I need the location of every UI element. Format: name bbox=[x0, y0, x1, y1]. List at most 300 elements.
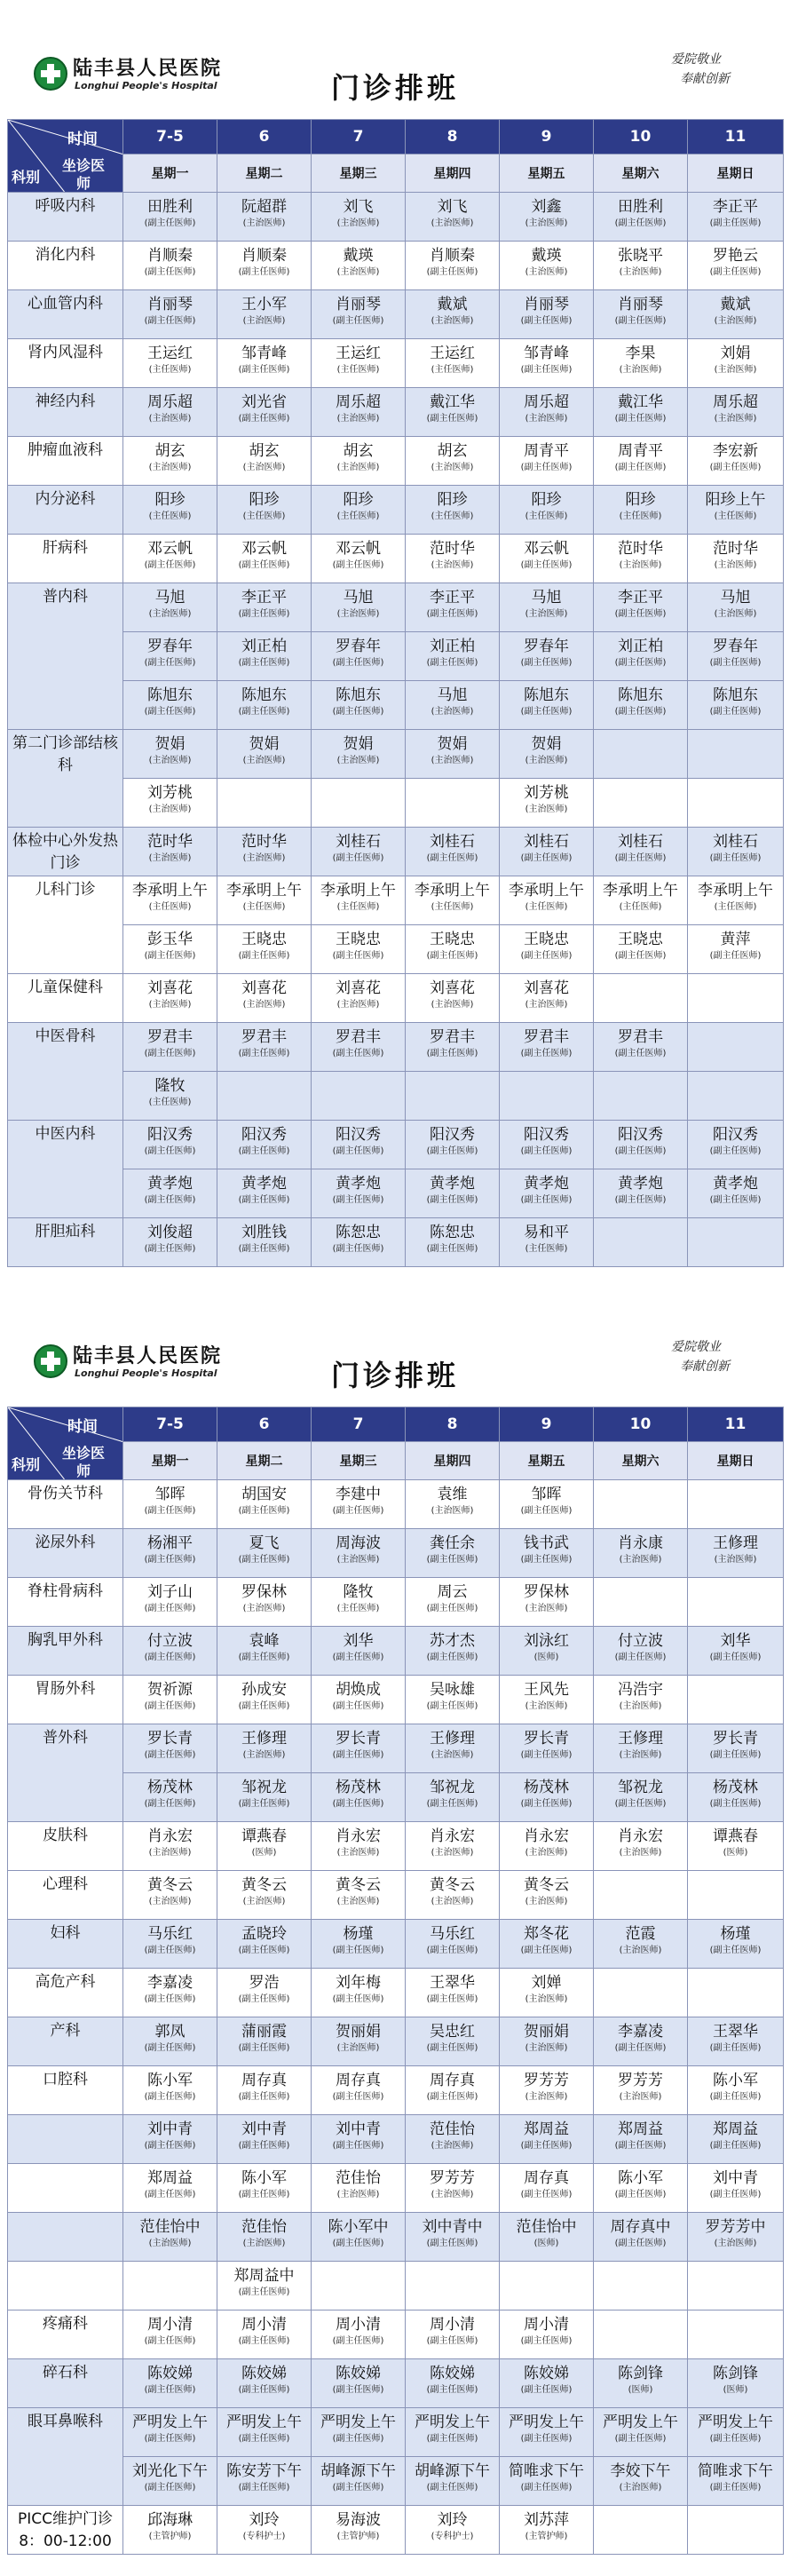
table-row bbox=[8, 632, 784, 681]
department-name: 肿瘤血液科 bbox=[8, 437, 123, 486]
doctor-title: (副主任医师) bbox=[426, 2092, 478, 2102]
doctor-name: 罗保林 bbox=[241, 1583, 287, 1601]
doctor-title: (副主任医师) bbox=[332, 1799, 384, 1809]
doctor-cell bbox=[217, 290, 312, 339]
doctor-name: 李承明上午 bbox=[320, 882, 396, 900]
table-row bbox=[8, 2115, 784, 2164]
doctor-title: (主治医师) bbox=[242, 1750, 286, 1760]
doctor-name: 刘胜钱 bbox=[241, 1224, 287, 1241]
doctor-title: (副主任医师) bbox=[238, 2043, 290, 2053]
doctor-name: 王修理 bbox=[241, 1730, 287, 1748]
doctor-name: 周乐超 bbox=[336, 393, 381, 411]
doctor-name: 田胜利 bbox=[618, 198, 663, 216]
doctor-name: 贺娟 bbox=[531, 735, 562, 753]
doctor-title: (副主任医师) bbox=[709, 707, 762, 717]
doctor-name: 胡峰源下午 bbox=[415, 2462, 490, 2480]
doctor-name: 刘桂石 bbox=[430, 833, 475, 851]
doctor-title: (主治医师) bbox=[336, 218, 380, 228]
doctor-cell bbox=[406, 974, 500, 1023]
doctor-cell bbox=[688, 437, 784, 486]
table-row bbox=[8, 388, 784, 437]
doctor-title: (主任医师) bbox=[148, 902, 192, 912]
doctor-title: (主治医师) bbox=[431, 1000, 474, 1010]
doctor-title: (副主任医师) bbox=[332, 853, 384, 863]
doctor-title: (副主任医师) bbox=[520, 1049, 573, 1058]
doctor-cell bbox=[217, 876, 312, 925]
doctor-name: 刘桂石 bbox=[336, 833, 381, 851]
doctor-name: 肖丽琴 bbox=[147, 296, 193, 313]
doctor-cell bbox=[500, 535, 594, 583]
doctor-name: 黄冬云 bbox=[524, 1876, 569, 1894]
doctor-title: (主治医师) bbox=[336, 1000, 380, 1010]
doctor-name: 范时华 bbox=[241, 833, 287, 851]
weekday-header: 星期一 bbox=[123, 1442, 217, 1480]
doctor-cell bbox=[123, 1920, 217, 1969]
doctor-cell bbox=[312, 242, 406, 290]
doctor-cell bbox=[594, 2164, 688, 2213]
doctor-name: 刘中青 bbox=[147, 2120, 193, 2138]
doctor-name: 孙成安 bbox=[241, 1681, 287, 1699]
weekday-header: 星期六 bbox=[594, 155, 688, 193]
doctor-title: (主治医师) bbox=[431, 756, 474, 765]
doctor-name: 周乐超 bbox=[713, 393, 758, 411]
doctor-title: (主任医师) bbox=[336, 365, 380, 375]
doctor-name: 阳汉秀 bbox=[336, 1126, 381, 1144]
doctor-title: (副主任医师) bbox=[238, 1244, 290, 1254]
doctor-name: 谭燕春 bbox=[241, 1827, 287, 1845]
doctor-name: 陈小军中 bbox=[328, 2218, 389, 2236]
doctor-title: (副主任医师) bbox=[144, 1555, 196, 1565]
doctor-cell bbox=[406, 1023, 500, 1072]
doctor-cell bbox=[500, 1920, 594, 1969]
doctor-name: 刘中青中 bbox=[422, 2218, 483, 2236]
doctor-name: 严明发上午 bbox=[509, 2414, 584, 2431]
doctor-name: 陈小军 bbox=[713, 2072, 758, 2089]
doctor-name: 李果 bbox=[625, 345, 656, 362]
doctor-title: (副主任医师) bbox=[426, 2043, 478, 2053]
doctor-title: (主治医师) bbox=[336, 756, 380, 765]
doctor-title: (主治医师) bbox=[242, 218, 286, 228]
doctor-title: (副主任医师) bbox=[144, 316, 196, 326]
table-row bbox=[8, 925, 784, 974]
table-row bbox=[8, 339, 784, 388]
department-name: 碎石科 bbox=[8, 2359, 123, 2408]
doctor-title: (副主任医师) bbox=[426, 1653, 478, 1662]
doctor-cell bbox=[594, 1072, 688, 1121]
doctor-title: (主治医师) bbox=[714, 2239, 757, 2248]
doctor-title: (主任医师) bbox=[431, 902, 474, 912]
doctor-cell bbox=[217, 2017, 312, 2066]
doctor-cell bbox=[500, 1773, 594, 1822]
doctor-title: (主治医师) bbox=[336, 609, 380, 619]
doctor-name: 陈旭东 bbox=[336, 686, 381, 704]
doctor-name: 黄孝炮 bbox=[241, 1175, 287, 1193]
doctor-cell bbox=[688, 193, 784, 242]
doctor-name: 冯浩宇 bbox=[618, 1681, 663, 1699]
doctor-title: (副主任医师) bbox=[238, 1506, 290, 1516]
doctor-name: 周小清 bbox=[147, 2316, 193, 2334]
doctor-cell bbox=[688, 2115, 784, 2164]
doctor-name: 李宏新 bbox=[713, 442, 758, 460]
doctor-cell bbox=[406, 2066, 500, 2115]
doctor-title: (副主任医师) bbox=[520, 951, 573, 961]
doctor-name: 阳珍 bbox=[625, 491, 656, 509]
doctor-name: 简唯求下午 bbox=[698, 2462, 773, 2480]
department-name: 高危产科 bbox=[8, 1969, 123, 2017]
weekday-header: 星期二 bbox=[217, 1442, 312, 1480]
doctor-cell bbox=[688, 730, 784, 779]
doctor-name: 肖顺秦 bbox=[241, 247, 287, 265]
doctor-cell bbox=[406, 1773, 500, 1822]
doctor-title: (副主任医师) bbox=[709, 267, 762, 277]
department-name: 儿科门诊 bbox=[8, 876, 123, 974]
table-row bbox=[8, 2506, 784, 2555]
doctor-cell bbox=[500, 1871, 594, 1920]
doctor-cell bbox=[500, 2310, 594, 2359]
doctor-cell bbox=[406, 1724, 500, 1773]
doctor-name: 刘年梅 bbox=[336, 1974, 381, 1992]
doctor-title: (主治医师) bbox=[619, 2483, 662, 2493]
doctor-name: 刘正柏 bbox=[241, 638, 287, 655]
doctor-name: 肖永宏 bbox=[147, 1827, 193, 1845]
doctor-title: (副主任医师) bbox=[332, 560, 384, 570]
table-row bbox=[8, 1480, 784, 1529]
doctor-title: (副主任医师) bbox=[709, 1799, 762, 1809]
doctor-cell bbox=[217, 681, 312, 730]
doctor-title: (副主任医师) bbox=[332, 658, 384, 668]
doctor-cell bbox=[406, 1480, 500, 1529]
doctor-title: (主任医师) bbox=[148, 1098, 192, 1107]
doctor-name: 周小清 bbox=[524, 2316, 569, 2334]
doctor-cell bbox=[688, 1121, 784, 1169]
schedule-table bbox=[7, 119, 784, 1267]
doctor-cell bbox=[123, 2408, 217, 2457]
doctor-cell bbox=[594, 779, 688, 828]
doctor-cell bbox=[500, 730, 594, 779]
doctor-cell bbox=[312, 1773, 406, 1822]
doctor-name: 邓云帆 bbox=[241, 540, 287, 558]
doctor-name: 刘正柏 bbox=[430, 638, 475, 655]
doctor-cell bbox=[312, 2017, 406, 2066]
doctor-title: (主任医师) bbox=[242, 902, 286, 912]
doctor-cell bbox=[123, 2017, 217, 2066]
schedule-title: 门诊排班 bbox=[330, 1359, 459, 1392]
doctor-title: (副主任医师) bbox=[614, 1799, 667, 1809]
doctor-cell bbox=[123, 2262, 217, 2310]
doctor-title: (主任医师) bbox=[148, 365, 192, 375]
doctor-name: 王晓忠 bbox=[241, 931, 287, 948]
doctor-title: (副主任医师) bbox=[144, 2385, 196, 2395]
doctor-name: 周存真 bbox=[430, 2072, 475, 2089]
doctor-cell bbox=[500, 1480, 594, 1529]
doctor-name: 郑周益 bbox=[618, 2120, 663, 2138]
doctor-title: (副主任医师) bbox=[614, 1049, 667, 1058]
doctor-cell bbox=[312, 2457, 406, 2506]
doctor-cell bbox=[123, 1969, 217, 2017]
doctor-name: 郑周益中 bbox=[233, 2267, 295, 2285]
doctor-cell bbox=[217, 2359, 312, 2408]
doctor-title: (副主任医师) bbox=[238, 1994, 290, 2004]
weekday-header: 星期四 bbox=[406, 155, 500, 193]
doctor-title: (副主任医师) bbox=[614, 2190, 667, 2200]
doctor-name: 周存真 bbox=[241, 2072, 287, 2089]
doctor-title: (主治医师) bbox=[242, 1604, 286, 1613]
weekday-header: 星期三 bbox=[312, 1442, 406, 1480]
doctor-name: 孟晓玲 bbox=[241, 1925, 287, 1943]
doctor-cell bbox=[594, 974, 688, 1023]
doctor-cell bbox=[688, 681, 784, 730]
doctor-title: (副主任医师) bbox=[332, 316, 384, 326]
schedule-page-1 bbox=[7, 34, 783, 1267]
doctor-name: 黄孝炮 bbox=[336, 1175, 381, 1193]
doctor-cell bbox=[594, 388, 688, 437]
doctor-title: (主治医师) bbox=[619, 1848, 662, 1858]
doctor-cell bbox=[594, 535, 688, 583]
doctor-cell bbox=[217, 779, 312, 828]
doctor-name: 罗芳芳 bbox=[430, 2169, 475, 2187]
doctor-cell bbox=[123, 437, 217, 486]
doctor-cell bbox=[688, 1529, 784, 1578]
doctor-cell bbox=[217, 1578, 312, 1627]
doctor-cell bbox=[500, 2457, 594, 2506]
doctor-cell bbox=[688, 1480, 784, 1529]
doctor-cell bbox=[688, 2017, 784, 2066]
doctor-cell bbox=[688, 1023, 784, 1072]
doctor-title: (副主任医师) bbox=[426, 1994, 478, 2004]
table-row bbox=[8, 730, 784, 779]
department-name: 胃肠外科 bbox=[8, 1676, 123, 1724]
doctor-cell bbox=[500, 2408, 594, 2457]
doctor-cell bbox=[123, 632, 217, 681]
doctor-name: 马旭 bbox=[154, 589, 186, 606]
department-name: 中医骨科 bbox=[8, 1023, 123, 1121]
doctor-cell bbox=[500, 193, 594, 242]
doctor-name: 阳珍 bbox=[531, 491, 562, 509]
doctor-cell bbox=[594, 1218, 688, 1267]
doctor-title: (副主任医师) bbox=[144, 1146, 196, 1156]
doctor-cell bbox=[312, 828, 406, 876]
doctor-title: (主治医师) bbox=[619, 1750, 662, 1760]
table-row bbox=[8, 193, 784, 242]
doctor-title: (副主任医师) bbox=[520, 1195, 573, 1205]
doctor-title: (副主任医师) bbox=[426, 1555, 478, 1565]
doctor-cell bbox=[406, 1822, 500, 1871]
doctor-title: (副主任医师) bbox=[332, 707, 384, 717]
doctor-cell bbox=[217, 193, 312, 242]
doctor-title: (副主任医师) bbox=[520, 1506, 573, 1516]
table-row bbox=[8, 2310, 784, 2359]
department-name: 内分泌科 bbox=[8, 486, 123, 535]
doctor-cell bbox=[594, 1969, 688, 2017]
schedule-title: 门诊排班 bbox=[330, 71, 459, 105]
doctor-title: (主治医师) bbox=[525, 756, 568, 765]
day-header: 9 bbox=[500, 1407, 594, 1442]
doctor-name: 胡国安 bbox=[241, 1486, 287, 1503]
doctor-name: 胡焕成 bbox=[336, 1681, 381, 1699]
doctor-cell bbox=[123, 1676, 217, 1724]
table-row bbox=[8, 1822, 784, 1871]
doctor-name: 周海波 bbox=[336, 1534, 381, 1552]
doctor-name: 刘玲 bbox=[437, 2511, 468, 2529]
doctor-name: 陈恕忠 bbox=[430, 1224, 475, 1241]
doctor-title: (副主任医师) bbox=[332, 2141, 384, 2151]
doctor-title: (副主任医师) bbox=[332, 1701, 384, 1711]
doctor-title: (副主任医师) bbox=[614, 2434, 667, 2444]
doctor-cell bbox=[688, 339, 784, 388]
doctor-name: 黄冬云 bbox=[430, 1876, 475, 1894]
hospital-name: 陆丰县人民医院 bbox=[73, 1344, 223, 1367]
doctor-cell bbox=[406, 1920, 500, 1969]
doctor-cell bbox=[500, 1627, 594, 1676]
doctor-cell bbox=[312, 2164, 406, 2213]
doctor-name: 黄冬云 bbox=[336, 1876, 381, 1894]
doctor-cell bbox=[594, 583, 688, 632]
doctor-title: (主治医师) bbox=[525, 1701, 568, 1711]
doctor-name: 王修理 bbox=[430, 1730, 475, 1748]
doctor-title: (副主任医师) bbox=[332, 1653, 384, 1662]
doctor-cell bbox=[594, 1871, 688, 1920]
doctor-title: (主治医师) bbox=[336, 267, 380, 277]
doctor-title: (副主任医师) bbox=[520, 1146, 573, 1156]
doctor-cell bbox=[217, 828, 312, 876]
doctor-name: 阳汉秀 bbox=[713, 1126, 758, 1144]
doctor-cell bbox=[688, 290, 784, 339]
department-name: 神经内科 bbox=[8, 388, 123, 437]
doctor-title: (副主任医师) bbox=[144, 1244, 196, 1254]
doctor-name: 夏飞 bbox=[249, 1534, 280, 1552]
slogan-line-2: 奉献创新 bbox=[680, 72, 730, 86]
doctor-name: 王修理 bbox=[713, 1534, 758, 1552]
doctor-title: (主治医师) bbox=[525, 2043, 568, 2053]
hospital-name-en: Longhui People's Hospital bbox=[75, 1367, 217, 1379]
doctor-name: 罗君丰 bbox=[618, 1028, 663, 1046]
doctor-name: 刘子山 bbox=[147, 1583, 193, 1601]
doctor-title: (主治医师) bbox=[714, 609, 757, 619]
doctor-name: 范佳怡中 bbox=[516, 2218, 577, 2236]
doctor-cell bbox=[217, 2310, 312, 2359]
doctor-name: 付立波 bbox=[618, 1632, 663, 1650]
doctor-cell bbox=[594, 2017, 688, 2066]
schedule-page-2 bbox=[7, 1321, 783, 2555]
doctor-cell bbox=[594, 925, 688, 974]
doctor-name: 阳珍 bbox=[249, 491, 280, 509]
doctor-name: 严明发上午 bbox=[603, 2414, 678, 2431]
doctor-title: (主治医师) bbox=[336, 1848, 380, 1858]
doctor-cell bbox=[123, 193, 217, 242]
department-name: 胸乳甲外科 bbox=[8, 1627, 123, 1676]
doctor-title: (副主任医师) bbox=[144, 1506, 196, 1516]
doctor-title: (副主任医师) bbox=[238, 2434, 290, 2444]
doctor-cell bbox=[217, 925, 312, 974]
doctor-name: 邓云帆 bbox=[147, 540, 193, 558]
day-header: 7 bbox=[312, 120, 406, 155]
doctor-title: (副主任医师) bbox=[144, 2141, 196, 2151]
doctor-name: 邓云帆 bbox=[524, 540, 569, 558]
doctor-name: 肖永宏 bbox=[524, 1827, 569, 1845]
doctor-cell bbox=[406, 388, 500, 437]
doctor-cell bbox=[123, 1072, 217, 1121]
doctor-name: 周乐超 bbox=[524, 393, 569, 411]
doctor-title: (副主任医师) bbox=[332, 2092, 384, 2102]
doctor-title: (副主任医师) bbox=[332, 2483, 384, 2493]
doctor-title: (副主任医师) bbox=[709, 1195, 762, 1205]
doctor-cell bbox=[312, 1072, 406, 1121]
doctor-name: 肖丽琴 bbox=[524, 296, 569, 313]
doctor-title: (副主任医师) bbox=[614, 2043, 667, 2053]
doctor-cell bbox=[594, 828, 688, 876]
doctor-cell bbox=[688, 2457, 784, 2506]
doctor-name: 刘喜花 bbox=[430, 979, 475, 997]
weekday-header: 星期日 bbox=[688, 1442, 784, 1480]
doctor-name: 戴江华 bbox=[430, 393, 475, 411]
day-header: 10 bbox=[594, 1407, 688, 1442]
doctor-title: (副主任医师) bbox=[332, 2239, 384, 2248]
doctor-cell bbox=[123, 2506, 217, 2555]
table-row bbox=[8, 2359, 784, 2408]
doctor-cell bbox=[500, 339, 594, 388]
doctor-name: 周云 bbox=[437, 1583, 468, 1601]
doctor-name: 杨茂林 bbox=[713, 1779, 758, 1796]
doctor-title: (主治医师) bbox=[525, 1848, 568, 1858]
day-header: 10 bbox=[594, 120, 688, 155]
doctor-name: 范佳怡 bbox=[241, 2218, 287, 2236]
doctor-title: (主治医师) bbox=[336, 2043, 380, 2053]
doctor-name: 龚任余 bbox=[430, 1534, 475, 1552]
doctor-title: (副主任医师) bbox=[144, 658, 196, 668]
doctor-name: 李嘉凌 bbox=[147, 1974, 193, 1992]
doctor-cell bbox=[594, 1773, 688, 1822]
doctor-name: 杨瑾 bbox=[720, 1925, 751, 1943]
doctor-name: 罗春年 bbox=[524, 638, 569, 655]
doctor-title: (主任医师) bbox=[242, 511, 286, 521]
doctor-cell bbox=[688, 1218, 784, 1267]
doctor-name: 严明发上午 bbox=[415, 2414, 490, 2431]
doctor-title: (副主任医师) bbox=[614, 414, 667, 424]
doctor-name: 戴江华 bbox=[618, 393, 663, 411]
weekday-header: 星期五 bbox=[500, 1442, 594, 1480]
doctor-name: 李承明上午 bbox=[603, 882, 678, 900]
day-header: 6 bbox=[217, 1407, 312, 1442]
doctor-name: 严明发上午 bbox=[132, 2414, 208, 2431]
doctor-name: 王风先 bbox=[524, 1681, 569, 1699]
doctor-name: 王翠华 bbox=[430, 1974, 475, 1992]
doctor-title: (副主任医师) bbox=[332, 1049, 384, 1058]
doctor-title: (副主任医师) bbox=[144, 2092, 196, 2102]
doctor-cell bbox=[123, 2164, 217, 2213]
doctor-title: (副主任医师) bbox=[332, 1195, 384, 1205]
doctor-cell bbox=[123, 1822, 217, 1871]
doctor-title: (主治医师) bbox=[148, 756, 192, 765]
doctor-cell bbox=[123, 2066, 217, 2115]
doctor-name: 范霞 bbox=[625, 1925, 656, 1943]
doctor-name: 陈小军 bbox=[241, 2169, 287, 2187]
table-row bbox=[8, 1676, 784, 1724]
doctor-name: 邹祝龙 bbox=[430, 1779, 475, 1796]
doctor-name: 陈旭东 bbox=[618, 686, 663, 704]
doctor-cell bbox=[217, 583, 312, 632]
doctor-cell bbox=[594, 2213, 688, 2262]
doctor-cell bbox=[406, 1169, 500, 1218]
doctor-name: 刘芳桃 bbox=[147, 784, 193, 802]
doctor-name: 李正平 bbox=[241, 589, 287, 606]
doctor-name: 杨茂林 bbox=[524, 1779, 569, 1796]
doctor-name: 陈旭东 bbox=[713, 686, 758, 704]
doctor-name: 陈小军 bbox=[618, 2169, 663, 2187]
doctor-cell bbox=[123, 388, 217, 437]
doctor-cell bbox=[406, 1627, 500, 1676]
doctor-title: (主治医师) bbox=[619, 1555, 662, 1565]
table-row bbox=[8, 1871, 784, 1920]
